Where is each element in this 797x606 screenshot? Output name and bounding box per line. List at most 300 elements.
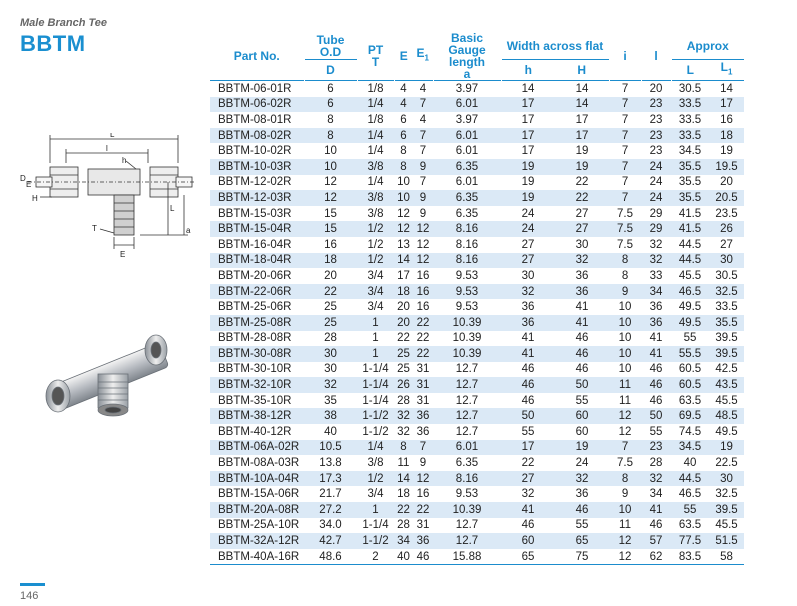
part-number-cell: BBTM-06A-02R: [210, 440, 304, 456]
table-cell: 32: [555, 471, 609, 487]
table-row: [210, 471, 744, 487]
table-cell: 18: [397, 488, 410, 501]
table-cell: 32: [521, 488, 535, 501]
table-cell: 6.35: [433, 159, 501, 175]
table-cell: 22.5: [715, 457, 738, 470]
table-row: [210, 408, 744, 424]
table-cell: 7: [419, 145, 427, 158]
table-cell: 8.16: [455, 238, 479, 251]
table-cell: 29: [649, 207, 663, 220]
header-h-big: H: [555, 60, 609, 81]
table-cell: 26: [709, 221, 744, 237]
table-cell: 34.5: [671, 440, 709, 456]
table-cell: 24: [575, 457, 589, 470]
part-number-cell: BBTM-30-10R: [218, 363, 292, 376]
table-cell: 28: [649, 457, 663, 470]
table-cell: 9.53: [455, 301, 479, 314]
table-cell: 32.5: [709, 284, 744, 300]
table-cell: 17: [501, 97, 555, 113]
table-cell: 6.01: [455, 145, 479, 158]
table-cell: 46.5: [678, 488, 702, 501]
table-cell: 48.6: [304, 549, 357, 565]
part-number-cell: BBTM-18-04R: [210, 253, 304, 269]
part-number-cell: BBTM-20-06R: [218, 269, 292, 282]
part-number-cell: BBTM-12-02R: [218, 176, 292, 189]
table-cell: 36: [649, 301, 663, 314]
table-cell: 14: [394, 253, 413, 269]
table-cell: 8: [609, 253, 641, 269]
table-cell: 35: [324, 394, 337, 407]
table-cell: 60: [555, 408, 609, 424]
table-cell: 24: [641, 159, 671, 175]
part-number-cell: BBTM-32A-12R: [210, 533, 304, 549]
table-cell: 15.88: [433, 549, 501, 565]
table-cell: 8: [327, 113, 334, 126]
table-cell: 41: [649, 332, 663, 345]
table-cell: 19: [555, 440, 609, 456]
part-number-cell: BBTM-06-02R: [210, 97, 304, 113]
header-L1: $L_1$: [709, 60, 744, 81]
table-cell: 31: [416, 363, 430, 376]
table-row: [210, 253, 744, 269]
table-cell: 7: [413, 128, 433, 144]
table-cell: 9.53: [433, 284, 501, 300]
table-cell: 10.39: [433, 315, 501, 331]
table-cell: 24: [521, 207, 535, 220]
header-L: L: [671, 60, 709, 81]
table-cell: 31: [416, 519, 430, 532]
table-cell: 41: [521, 332, 535, 345]
table-cell: 50: [501, 408, 555, 424]
table-cell: 10: [618, 363, 632, 376]
table-cell: 40: [394, 549, 413, 565]
header-part-no: Part No.: [233, 49, 280, 63]
table-cell: 27: [720, 238, 733, 251]
table-cell: 7: [609, 440, 641, 456]
table-cell: 7.5: [617, 457, 634, 470]
table-cell: 46: [649, 519, 663, 532]
page-accent-bar: [20, 583, 45, 586]
table-cell: 9: [413, 159, 433, 175]
table-cell: 41: [501, 346, 555, 362]
table-cell: 7.5: [617, 238, 634, 251]
part-number-cell: BBTM-12-03R: [210, 190, 304, 206]
table-row: [210, 533, 744, 549]
table-cell: 49.5: [671, 315, 709, 331]
table-row: [210, 346, 744, 362]
part-number-cell: BBTM-15-04R: [210, 221, 304, 237]
table-cell: 17: [397, 269, 410, 282]
table-cell: 7: [609, 128, 641, 144]
part-number-cell: BBTM-06-01R: [218, 82, 292, 95]
table-cell: 9: [413, 190, 433, 206]
table-cell: 1/8: [367, 113, 384, 126]
table-cell: 12.7: [433, 533, 501, 549]
table-cell: 22: [521, 457, 535, 470]
table-cell: 1/4: [357, 440, 394, 456]
table-cell: 41.5: [678, 207, 702, 220]
table-cell: 7: [419, 176, 427, 189]
table-cell: 57: [641, 533, 671, 549]
table-cell: 7: [609, 97, 641, 113]
table-cell: 17: [501, 440, 555, 456]
table-cell: 74.5: [678, 425, 702, 438]
table-row: [210, 393, 744, 409]
table-cell: 1-1/2: [357, 408, 394, 424]
table-cell: 17: [521, 145, 535, 158]
table-cell: 1-1/4: [362, 519, 389, 532]
table-cell: 6.01: [433, 128, 501, 144]
table-cell: 36: [641, 315, 671, 331]
table-cell: 77.5: [671, 533, 709, 549]
table-cell: 10.39: [433, 346, 501, 362]
table-cell: 41: [501, 502, 555, 518]
table-cell: 60.5: [671, 377, 709, 393]
table-cell: 55: [649, 425, 663, 438]
table-cell: 6: [394, 128, 413, 144]
table-cell: 46.5: [671, 284, 709, 300]
label-h: h: [122, 156, 127, 165]
table-cell: 39.5: [709, 346, 744, 362]
table-cell: 46: [521, 363, 535, 376]
table-cell: 12: [413, 221, 433, 237]
table-cell: 36: [575, 488, 589, 501]
table-cell: 55.5: [671, 346, 709, 362]
table-cell: 40: [683, 457, 697, 470]
table-cell: 65: [501, 549, 555, 565]
table-cell: 55: [683, 332, 697, 345]
label-l: l: [106, 144, 108, 153]
table-row: [210, 362, 744, 378]
table-cell: 7: [413, 440, 433, 456]
table-cell: 23: [641, 128, 671, 144]
table-cell: 8: [609, 471, 641, 487]
table-cell: 8: [621, 269, 629, 282]
table-cell: 12.7: [455, 363, 479, 376]
table-cell: 55: [575, 519, 589, 532]
table-cell: 10.39: [452, 332, 482, 345]
table-cell: 25: [394, 346, 413, 362]
table-cell: 35.5: [678, 176, 702, 189]
part-number-cell: BBTM-20A-08R: [210, 502, 304, 518]
table-cell: 6: [304, 97, 357, 113]
part-number-cell: BBTM-25A-10R: [218, 519, 300, 532]
table-cell: 36: [575, 269, 589, 282]
part-number-cell: BBTM-38-12R: [210, 408, 304, 424]
table-cell: 10.5: [304, 440, 357, 456]
table-cell: 50: [555, 377, 609, 393]
table-cell: 12: [397, 207, 410, 220]
table-cell: 9.53: [455, 269, 479, 282]
table-cell: 28: [324, 332, 337, 345]
table-cell: 1: [372, 332, 379, 345]
table-row: [210, 221, 744, 237]
table-row: [210, 331, 744, 347]
table-cell: 30: [575, 238, 589, 251]
table-cell: 3/8: [367, 457, 384, 470]
table-cell: 10: [394, 190, 413, 206]
table-cell: 12.7: [455, 519, 479, 532]
table-cell: 41: [641, 502, 671, 518]
table-cell: 32: [394, 408, 413, 424]
table-cell: 32: [649, 238, 663, 251]
table-cell: 32.5: [715, 488, 738, 501]
part-number-cell: BBTM-10-02R: [218, 145, 292, 158]
table-cell: 58: [709, 549, 744, 565]
table-row: [210, 175, 744, 191]
table-cell: 30: [709, 253, 744, 269]
table-cell: 25: [324, 301, 337, 314]
table-cell: 55: [575, 394, 589, 407]
table-cell: 22: [413, 346, 433, 362]
table-row: [210, 159, 744, 175]
table-cell: 1: [357, 315, 394, 331]
table-cell: 11: [397, 457, 410, 470]
table-cell: 12: [394, 221, 413, 237]
table-cell: 42.5: [715, 363, 738, 376]
table-cell: 28: [397, 394, 410, 407]
table-cell: 16: [416, 269, 430, 282]
table-cell: 34.0: [319, 519, 342, 532]
header-width: Width across flat: [501, 32, 609, 60]
table-cell: 17: [521, 113, 535, 126]
table-row: [210, 299, 744, 315]
table-cell: 15: [324, 207, 337, 220]
table-cell: 35.5: [671, 190, 709, 206]
table-cell: 45.5: [678, 269, 702, 282]
table-cell: 23: [649, 145, 663, 158]
table-cell: 46: [555, 502, 609, 518]
table-row: [210, 268, 744, 284]
table-cell: 8.16: [433, 471, 501, 487]
table-cell: 10: [397, 176, 410, 189]
table-cell: 30.5: [678, 82, 702, 95]
table-cell: 3/4: [367, 301, 384, 314]
table-cell: 19: [501, 190, 555, 206]
part-number-cell: BBTM-08-01R: [218, 113, 292, 126]
table-cell: 11: [619, 394, 631, 407]
table-cell: 22: [304, 284, 357, 300]
table-cell: 20.5: [709, 190, 744, 206]
table-cell: 23: [649, 113, 663, 126]
table-row: [210, 549, 744, 565]
table-cell: 35.5: [671, 159, 709, 175]
table-cell: 20: [324, 269, 337, 282]
technical-drawing: [18, 133, 196, 268]
table-row: [210, 424, 744, 440]
table-cell: 34: [641, 284, 671, 300]
label-T: T: [92, 224, 97, 233]
table-cell: 22: [575, 176, 589, 189]
table-cell: 22: [413, 315, 433, 331]
table-cell: 36: [521, 301, 535, 314]
table-cell: 6.01: [455, 176, 479, 189]
table-cell: 32: [397, 425, 410, 438]
table-cell: 19.5: [709, 159, 744, 175]
table-cell: 18: [394, 284, 413, 300]
table-cell: 75: [555, 549, 609, 565]
header-d: D: [304, 60, 357, 81]
table-cell: 16: [324, 238, 337, 251]
table-cell: 18: [304, 253, 357, 269]
label-L: L: [110, 133, 115, 139]
table-row: [210, 97, 744, 113]
table-cell: 33.5: [671, 128, 709, 144]
table-cell: 1/2: [367, 238, 384, 251]
table-cell: 36: [416, 425, 430, 438]
table-cell: 12: [304, 190, 357, 206]
header-tube-od: Tube O.D: [304, 32, 357, 60]
table-cell: 32: [641, 471, 671, 487]
table-cell: 10: [609, 502, 641, 518]
table-cell: 46: [501, 377, 555, 393]
table-cell: 20: [720, 176, 733, 189]
table-cell: 3/8: [357, 159, 394, 175]
table-cell: 23: [641, 97, 671, 113]
table-cell: 19: [709, 440, 744, 456]
table-row: [210, 112, 744, 128]
table-cell: 49.5: [715, 425, 738, 438]
label-H: H: [32, 194, 38, 203]
table-cell: 55: [521, 425, 535, 438]
header-i: i: [609, 32, 641, 81]
table-cell: 4: [419, 82, 427, 95]
table-cell: 19: [501, 159, 555, 175]
header-gauge-line2: length: [449, 55, 485, 69]
table-cell: 10: [304, 159, 357, 175]
product-title: BBTM: [20, 31, 86, 56]
part-number-cell: BBTM-32-10R: [210, 377, 304, 393]
table-cell: 4: [419, 113, 427, 126]
table-cell: 26: [394, 377, 413, 393]
table-cell: 46: [575, 332, 589, 345]
table-cell: 10: [618, 332, 632, 345]
table-cell: 39.5: [709, 502, 744, 518]
table-cell: 10: [324, 145, 337, 158]
table-cell: 41: [575, 301, 589, 314]
table-cell: 2: [357, 549, 394, 565]
table-cell: 30: [304, 346, 357, 362]
table-cell: 12: [609, 533, 641, 549]
table-cell: 34.5: [678, 145, 702, 158]
header-approx: Approx: [671, 32, 744, 60]
table-cell: 46: [649, 394, 663, 407]
table-cell: 3.97: [455, 113, 479, 126]
table-cell: 27: [555, 221, 609, 237]
table-cell: 20: [397, 301, 410, 314]
table-cell: 12.7: [455, 394, 479, 407]
table-cell: 7: [621, 176, 629, 189]
header-h-small: h: [501, 60, 555, 81]
table-cell: 6: [327, 82, 334, 95]
table-row: [210, 502, 744, 518]
table-cell: 7.5: [609, 221, 641, 237]
header-pt-line2: T: [371, 55, 380, 69]
table-cell: 13: [397, 238, 410, 251]
table-cell: 8: [394, 159, 413, 175]
part-number-cell: BBTM-25-06R: [218, 301, 292, 314]
table-cell: 7: [413, 97, 433, 113]
table-row: [210, 518, 744, 534]
table-cell: 6.35: [455, 207, 479, 220]
table-cell: 23.5: [715, 207, 738, 220]
table-cell: 30: [521, 269, 535, 282]
table-cell: 12: [609, 408, 641, 424]
table-cell: 44.5: [671, 253, 709, 269]
label-L1: L: [170, 204, 175, 213]
table-cell: 45.5: [715, 394, 738, 407]
table-cell: 21.7: [319, 488, 342, 501]
table-cell: 10: [618, 301, 632, 314]
part-number-cell: BBTM-08-02R: [210, 128, 304, 144]
table-cell: 9: [609, 284, 641, 300]
table-cell: 9: [621, 488, 629, 501]
table-cell: 1: [357, 502, 394, 518]
table-cell: 48.5: [709, 408, 744, 424]
table-cell: 16: [416, 488, 430, 501]
part-number-cell: BBTM-10A-04R: [210, 471, 304, 487]
table-cell: 10.39: [433, 502, 501, 518]
table-cell: 16: [413, 284, 433, 300]
table-cell: 11: [619, 519, 631, 532]
table-cell: 10: [609, 346, 641, 362]
table-cell: 36: [555, 284, 609, 300]
table-cell: 51.5: [709, 533, 744, 549]
table-cell: 60: [575, 425, 589, 438]
table-cell: 40: [324, 425, 337, 438]
table-cell: 14: [521, 82, 535, 95]
table-cell: 27.2: [304, 502, 357, 518]
table-cell: 30: [709, 471, 744, 487]
table-cell: 1: [357, 346, 394, 362]
table-row: [210, 440, 744, 456]
table-row: [210, 486, 744, 502]
part-number-cell: BBTM-28-08R: [218, 332, 292, 345]
table-cell: 18: [709, 128, 744, 144]
table-cell: 8.16: [433, 253, 501, 269]
label-D: D: [20, 174, 26, 183]
table-cell: 1-1/2: [357, 533, 394, 549]
table-cell: 1/2: [357, 221, 394, 237]
table-cell: 28: [397, 519, 410, 532]
page-number: 146: [20, 590, 39, 602]
table-cell: 65: [555, 533, 609, 549]
table-cell: 27: [521, 238, 535, 251]
table-cell: 46: [555, 346, 609, 362]
table-row: [210, 206, 744, 222]
table-cell: 3/8: [367, 207, 384, 220]
table-cell: 19: [555, 159, 609, 175]
table-cell: 23: [641, 440, 671, 456]
table-cell: 7: [621, 145, 629, 158]
table-cell: 7: [609, 159, 641, 175]
table-cell: 1-1/4: [362, 394, 389, 407]
table-row: [210, 128, 744, 144]
table-cell: 22: [416, 332, 430, 345]
table-row: [210, 81, 744, 97]
table-cell: 60.5: [678, 363, 702, 376]
part-number-cell: BBTM-40-12R: [218, 425, 292, 438]
header-e1: $E_1$: [416, 46, 429, 63]
part-number-cell: BBTM-08A-03R: [218, 457, 300, 470]
label-a: a: [186, 226, 191, 235]
table-cell: 12: [324, 176, 337, 189]
table-cell: 42.7: [304, 533, 357, 549]
table-cell: 29: [641, 221, 671, 237]
table-row: [210, 284, 744, 300]
table-row: [210, 190, 744, 206]
table-cell: 1/4: [357, 128, 394, 144]
